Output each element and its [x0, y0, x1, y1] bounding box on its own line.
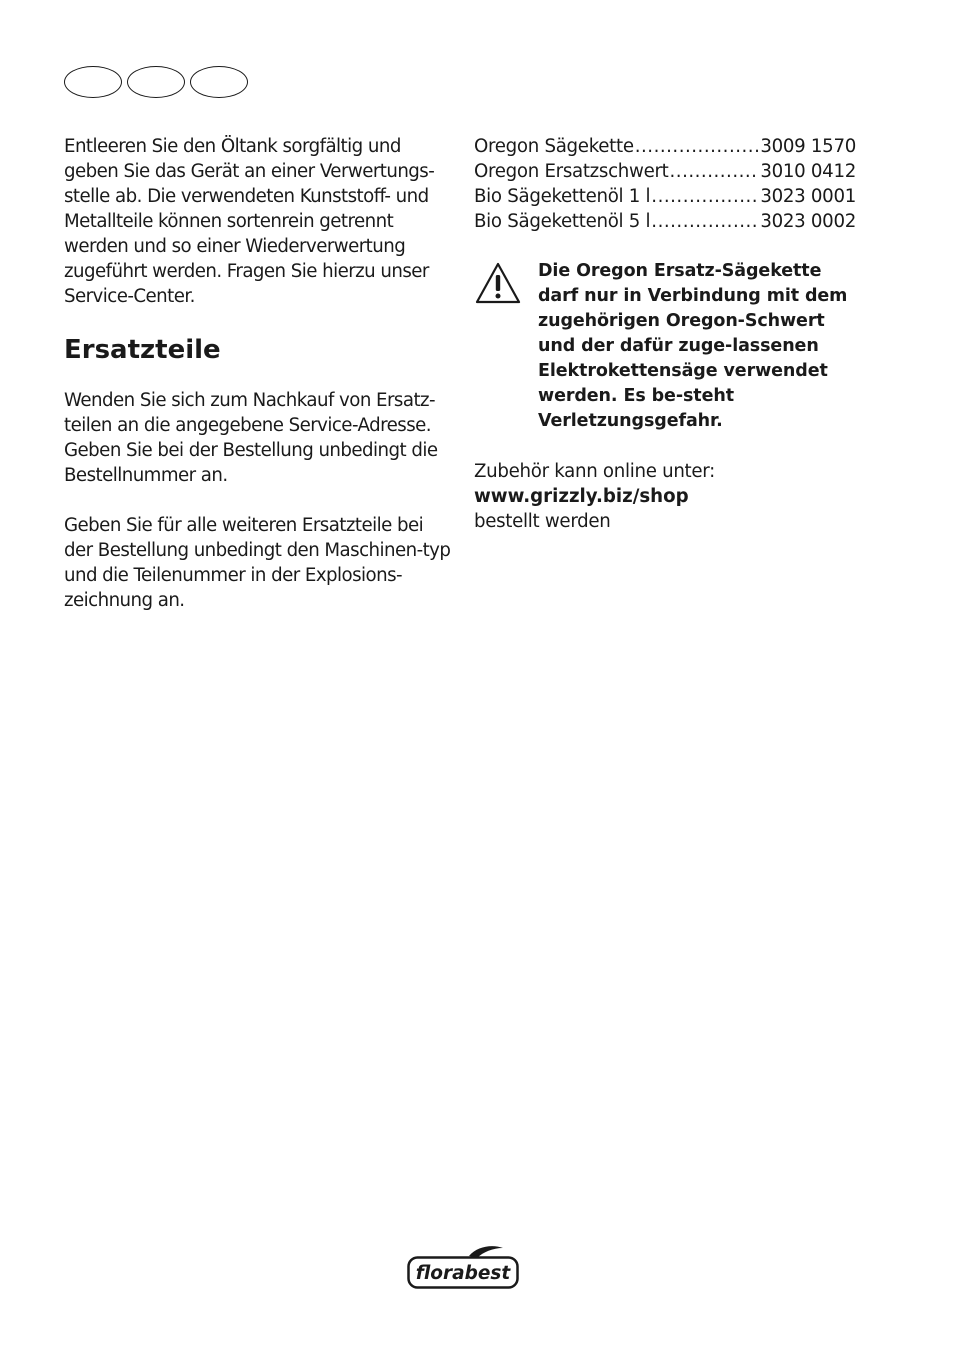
part-name: Bio Sägekettenöl 5 l — [474, 211, 651, 232]
part-name: Oregon Sägekette — [474, 136, 634, 157]
language-oval-3 — [190, 66, 248, 98]
parts-list — [474, 134, 856, 234]
warning-triangle-icon — [474, 259, 538, 434]
accessories-outro: bestellt werden — [474, 511, 611, 532]
parts-list-item — [474, 184, 856, 209]
spare-parts-heading: Ersatzteile — [64, 335, 221, 365]
part-number: 3010 0412 — [760, 161, 856, 182]
right-column — [474, 134, 856, 534]
florabest-logo — [407, 1244, 519, 1290]
disposal-paragraph: Entleeren Sie den Öltank sorgfältig und geben Sie das Gerät an einer Verwertungs-stelle ab. Die verwendeten Kunststoff- und Metallteile können sortenrein getrennt werden und so einer Wiederverwertung zugeführt werden. Fragen Sie hierzu unser Service-Center. — [64, 136, 435, 307]
warning-block — [474, 259, 856, 434]
spare-parts-paragraph-2: Geben Sie für alle weiteren Ersatzteile bei der Bestellung unbedingt den Maschinen-typ und die Teilenummer in der Explosions-zeichnung an. — [64, 515, 451, 611]
language-oval-1 — [64, 66, 122, 98]
spare-parts-paragraph-1: Wenden Sie sich zum Nachkauf von Ersatz-teilen an die angegebene Service-Adresse. Geben Sie bei der Bestellung unbedingt die Bestellnummer an. — [64, 390, 438, 486]
language-ovals — [64, 66, 248, 98]
parts-list-item — [474, 159, 856, 184]
warning-text: Die Oregon Ersatz-Sägekette darf nur in Verbindung mit dem zugehörigen Oregon-Schwert und der dafür zuge-lassenen Elektrokettensäge verwendet werden. Es be-steht Verletzungsgefahr. — [538, 261, 848, 431]
part-number: 3009 1570 — [760, 136, 856, 157]
dot-leader — [651, 184, 759, 209]
parts-list-item — [474, 134, 856, 159]
part-name: Oregon Ersatzschwert — [474, 161, 669, 182]
accessories-block — [474, 459, 856, 534]
part-number: 3023 0002 — [760, 211, 856, 232]
logo-wordmark: florabest — [415, 1263, 511, 1284]
accessories-shop-link[interactable]: www.grizzly.biz/shop — [474, 486, 689, 507]
dot-leader — [651, 209, 759, 234]
accessories-intro: Zubehör kann online unter: — [474, 461, 715, 482]
part-name: Bio Sägekettenöl 1 l — [474, 186, 651, 207]
parts-list-item — [474, 209, 856, 234]
dot-leader — [670, 159, 760, 184]
left-column — [64, 134, 454, 613]
dot-leader — [635, 134, 760, 159]
part-number: 3023 0001 — [760, 186, 856, 207]
language-oval-2 — [127, 66, 185, 98]
